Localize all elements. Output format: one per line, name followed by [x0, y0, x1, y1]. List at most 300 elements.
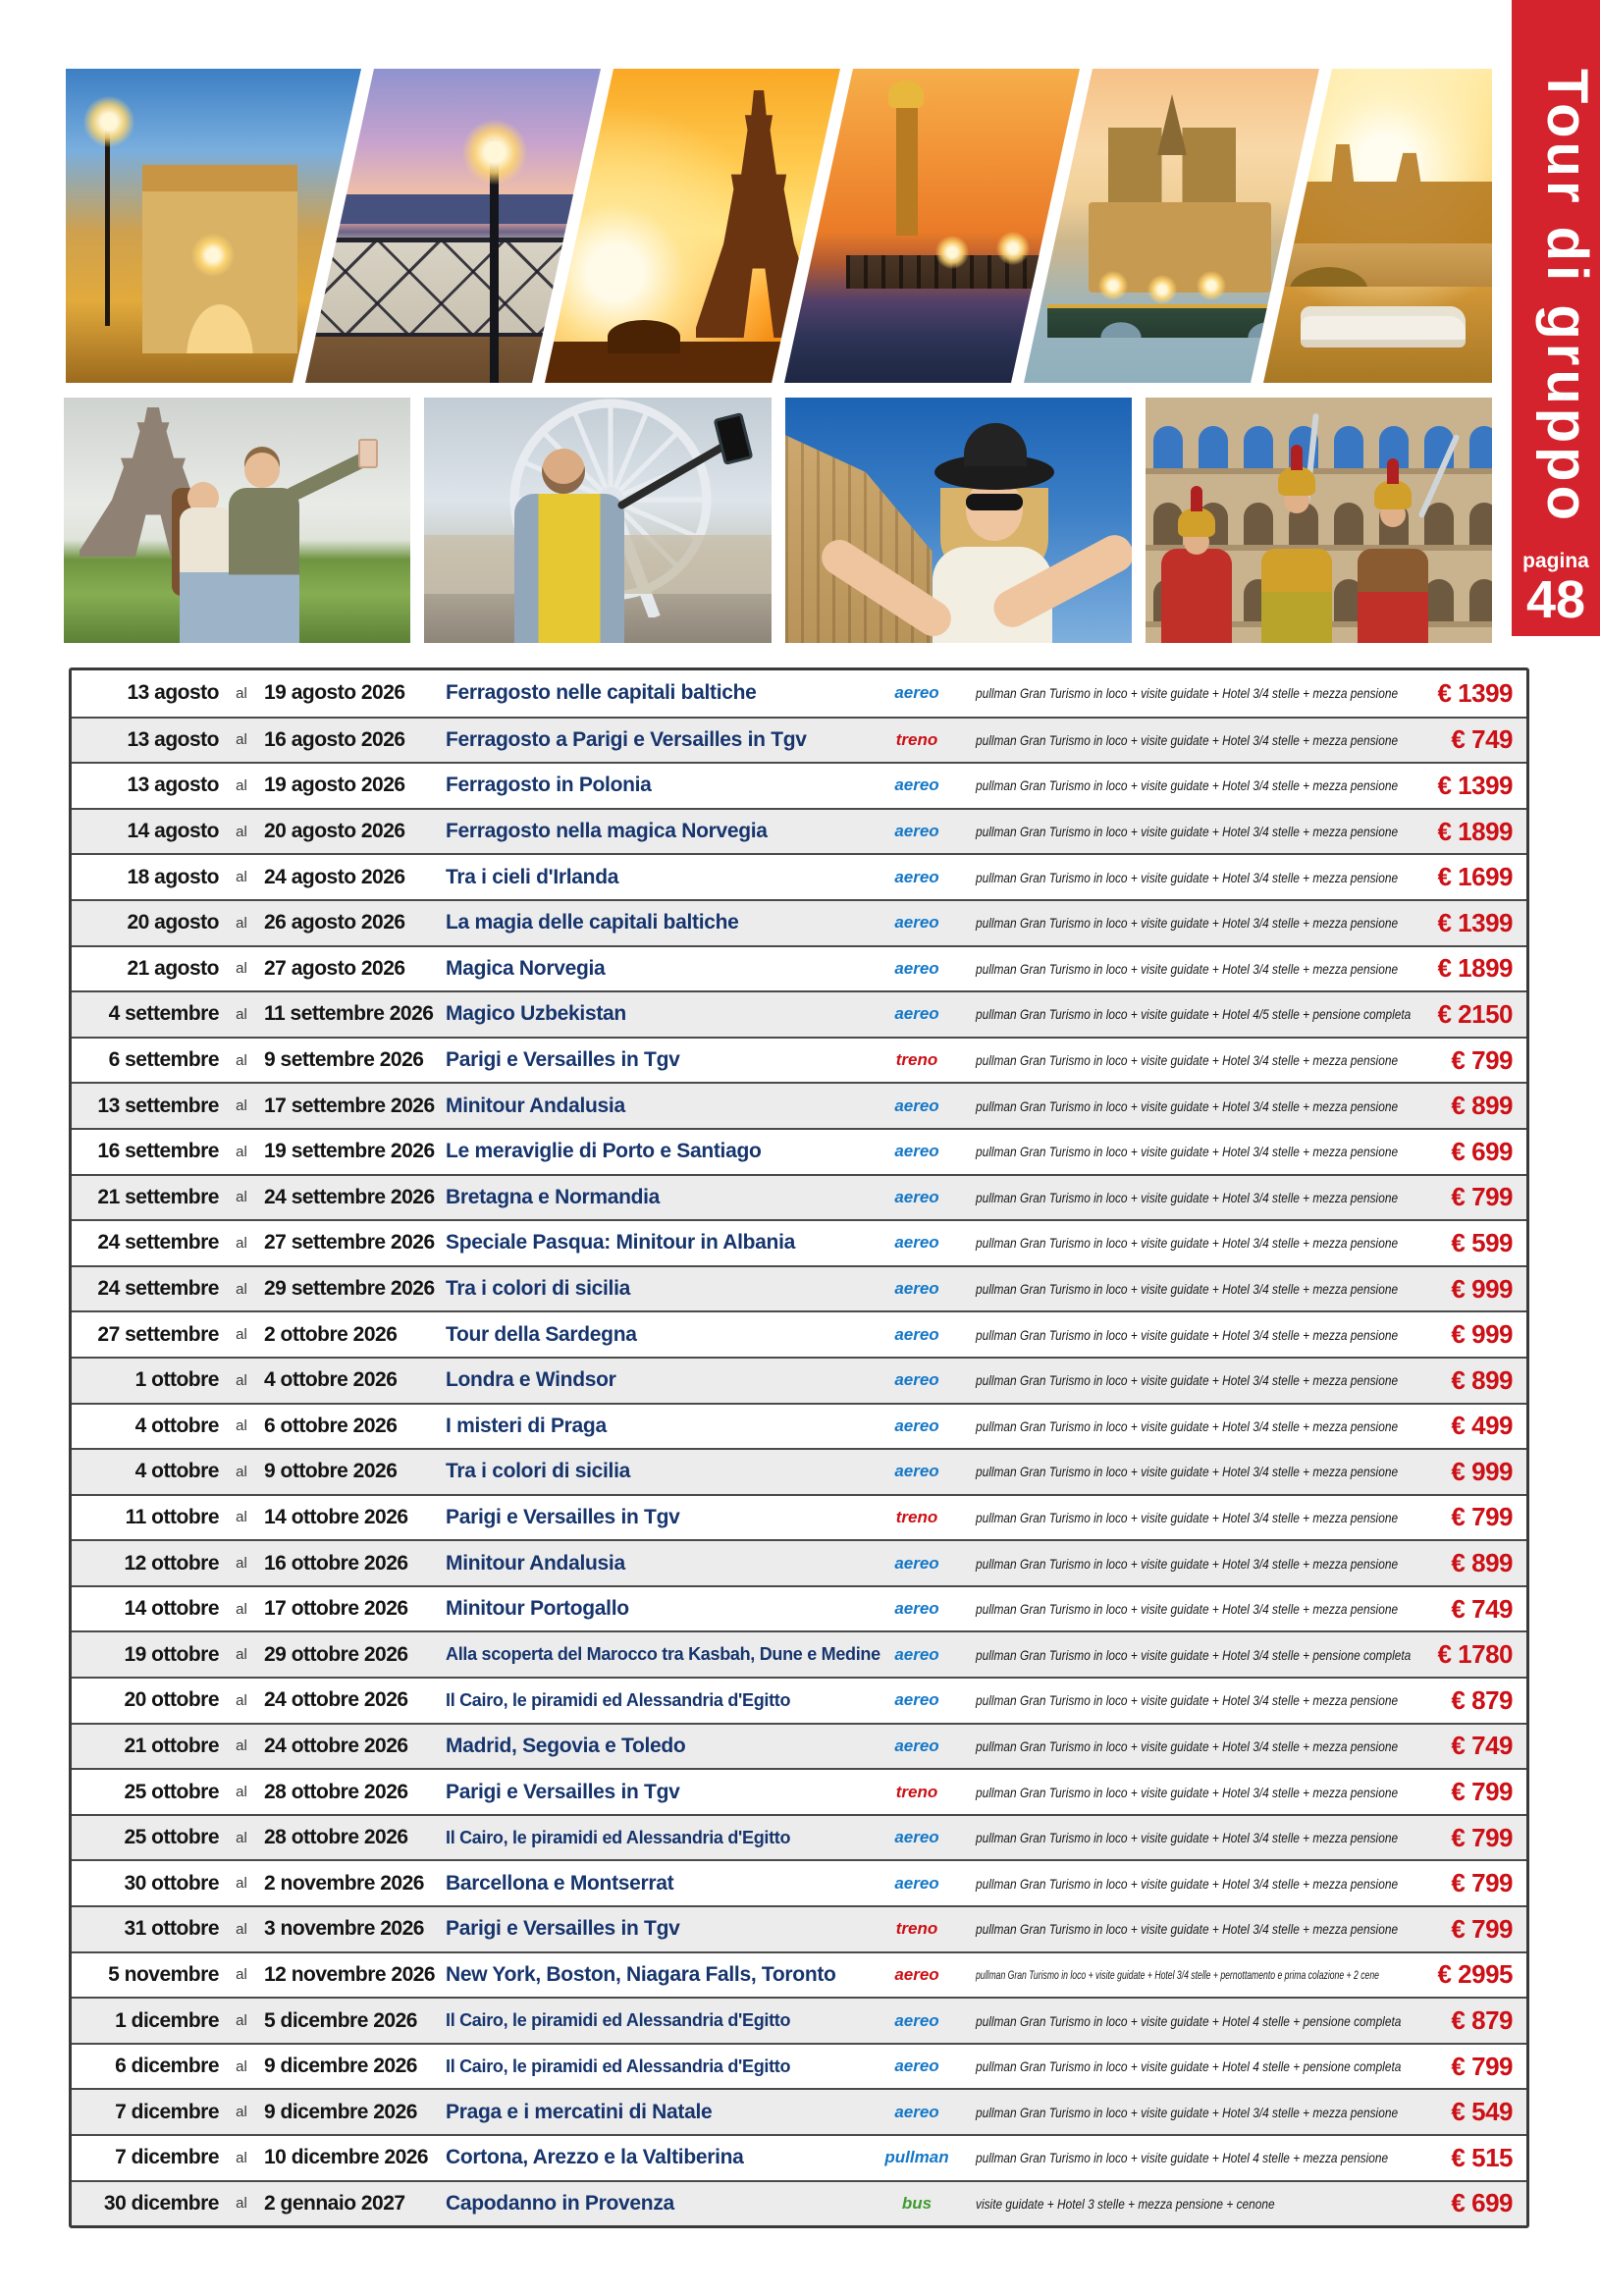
- services-text: pullman Gran Turismo in loco + visite guidate + Hotel 3/4 stelle + mezza pensione: [976, 1052, 1399, 1069]
- transport-label: aereo: [894, 775, 939, 795]
- table-row: [72, 1448, 1526, 1494]
- al-label: al: [236, 1555, 247, 1573]
- services-text: pullman Gran Turismo in loco + visite guidate + Hotel 3/4 stelle + mezza pensione: [976, 1830, 1399, 1846]
- table-row: [72, 808, 1526, 854]
- transport-label: aereo: [894, 913, 939, 933]
- date-from: 1 dicembre: [115, 2008, 219, 2032]
- photo-couple-selfie-eiffel: [64, 398, 410, 643]
- lamp-glow: [1197, 271, 1226, 300]
- services-text: pullman Gran Turismo in loco + visite guidate + Hotel 3/4 stelle + mezza pensione: [976, 777, 1399, 794]
- transport-label: aereo: [894, 1964, 939, 1984]
- date-to: 16 agosto 2026: [264, 727, 405, 751]
- date-from: 21 settembre: [97, 1185, 219, 1208]
- date-to: 20 agosto 2026: [264, 820, 405, 843]
- castle-silhouette: [1269, 135, 1492, 245]
- date-from: 4 ottobre: [134, 1414, 219, 1437]
- golden-column: [896, 106, 918, 236]
- transport-label: treno: [895, 1050, 938, 1070]
- price: € 879: [1451, 1684, 1513, 1715]
- date-from: 24 settembre: [97, 1231, 219, 1255]
- services-text: pullman Gran Turismo in loco + visite guidate + Hotel 3/4 stelle + mezza pensione: [976, 1281, 1399, 1298]
- tour-title: Ferragosto nella magica Norvegia: [446, 820, 768, 843]
- stone-bridge: [1265, 243, 1492, 287]
- table-row: [72, 1128, 1526, 1174]
- table-row: [72, 899, 1526, 945]
- tour-title: Minitour Portogallo: [446, 1597, 629, 1621]
- date-to: 19 settembre 2026: [264, 1140, 435, 1163]
- table-row: [72, 945, 1526, 991]
- table-row: [72, 717, 1526, 763]
- tour-title: Ferragosto in Polonia: [446, 774, 652, 797]
- tour-title: La magia delle capitali baltiche: [446, 911, 739, 934]
- transport-label: aereo: [894, 1095, 939, 1115]
- transport-label: aereo: [894, 1370, 939, 1390]
- date-to: 24 ottobre 2026: [264, 1734, 408, 1757]
- date-from: 19 ottobre: [124, 1642, 219, 1666]
- tour-title: Bretagna e Normandia: [446, 1185, 661, 1208]
- services-text: pullman Gran Turismo in loco + visite guidate + Hotel 3/4 stelle + mezza pensione: [976, 685, 1399, 702]
- price: € 799: [1451, 1913, 1513, 1944]
- date-to: 2 ottobre 2026: [264, 1322, 398, 1346]
- table-row: [72, 1310, 1526, 1357]
- services-text: visite guidate + Hotel 3 stelle + mezza pensione + cenone: [976, 2195, 1275, 2212]
- table-row: [72, 1357, 1526, 1403]
- dome-silhouette: [608, 320, 680, 353]
- al-label: al: [236, 1646, 247, 1664]
- services-text: pullman Gran Turismo in loco + visite guidate + Hotel 3/4 stelle + mezza pensione: [976, 1692, 1399, 1709]
- table-row: [72, 1951, 1526, 1998]
- services-text: pullman Gran Turismo in loco + visite guidate + Hotel 3/4 stelle + mezza pensione: [976, 1372, 1399, 1389]
- table-row: [72, 990, 1526, 1037]
- table-row: [72, 1539, 1526, 1585]
- date-from: 24 settembre: [97, 1277, 219, 1301]
- date-from: 4 ottobre: [134, 1460, 219, 1483]
- side-banner: [1512, 0, 1600, 636]
- al-label: al: [236, 1371, 247, 1389]
- services-text: pullman Gran Turismo in loco + visite guidate + Hotel 3/4 stelle + mezza pensione: [976, 731, 1399, 748]
- gladiator-tunic: [1161, 549, 1232, 643]
- tour-title: Il Cairo, le piramidi ed Alessandria d'Egitto: [446, 1827, 791, 1847]
- date-to: 29 ottobre 2026: [264, 1642, 408, 1666]
- transport-label: aereo: [894, 1142, 939, 1161]
- al-label: al: [236, 1097, 247, 1115]
- tour-title: Speciale Pasqua: Minitour in Albania: [446, 1231, 795, 1255]
- date-from: 5 novembre: [108, 1962, 219, 1986]
- services-text: pullman Gran Turismo in loco + visite guidate + Hotel 3/4 stelle + mezza pensione: [976, 1144, 1399, 1160]
- lamp-glow: [83, 96, 134, 147]
- lamp-glow: [1098, 271, 1128, 300]
- services-text: pullman Gran Turismo in loco + visite guidate + Hotel 3/4 stelle + mezza pensione: [976, 1235, 1399, 1252]
- transport-label: treno: [895, 1919, 938, 1939]
- transport-label: aereo: [894, 2102, 939, 2121]
- tour-title: Magico Uzbekistan: [446, 1002, 626, 1026]
- transport-label: aereo: [894, 1735, 939, 1755]
- table-row: [72, 1723, 1526, 1769]
- transport-label: aereo: [894, 1644, 939, 1664]
- tour-title: New York, Boston, Niagara Falls, Toronto: [446, 1962, 836, 1986]
- services-text: pullman Gran Turismo in loco + visite guidate + Hotel 3/4 stelle + mezza pensione: [976, 1601, 1399, 1618]
- date-to: 14 ottobre 2026: [264, 1505, 408, 1528]
- tour-title: Madrid, Segovia e Toledo: [446, 1734, 686, 1757]
- gladiator-helmet: [1278, 466, 1315, 496]
- al-label: al: [236, 2104, 247, 2121]
- tour-title: Parigi e Versailles in Tgv: [446, 1505, 680, 1528]
- price: € 799: [1451, 1502, 1513, 1532]
- transport-label: treno: [895, 1782, 938, 1801]
- table-row: [72, 1997, 1526, 2043]
- al-label: al: [236, 2195, 247, 2213]
- al-label: al: [236, 1234, 247, 1252]
- date-to: 28 ottobre 2026: [264, 1826, 408, 1849]
- page-number: 48: [1525, 570, 1586, 629]
- date-to: 29 settembre 2026: [264, 1277, 435, 1301]
- services-text: pullman Gran Turismo in loco + visite guidate + Hotel 3/4 stelle + pernottamento e prima colazione + 2 cene: [976, 1967, 1379, 1982]
- date-to: 9 dicembre 2026: [264, 2055, 417, 2078]
- date-from: 6 settembre: [108, 1048, 219, 1072]
- date-to: 12 novembre 2026: [264, 1962, 436, 1986]
- al-label: al: [236, 914, 247, 932]
- table-row: [72, 2180, 1526, 2226]
- photo-gladiators-colosseum: [1146, 398, 1492, 643]
- price: € 749: [1451, 1593, 1513, 1624]
- date-to: 9 settembre 2026: [264, 1048, 424, 1072]
- date-to: 9 dicembre 2026: [264, 2100, 417, 2123]
- date-from: 12 ottobre: [124, 1551, 219, 1575]
- tour-title: Londra e Windsor: [446, 1368, 616, 1392]
- table-row: [72, 670, 1526, 717]
- table-row: [72, 1082, 1526, 1128]
- table-row: [72, 853, 1526, 899]
- price: € 999: [1451, 1456, 1513, 1486]
- services-text: pullman Gran Turismo in loco + visite guidate + Hotel 3/4 stelle + mezza pensione: [976, 1784, 1399, 1800]
- price: € 699: [1451, 2188, 1513, 2218]
- tour-table: [69, 667, 1529, 2228]
- pagina-label: pagina: [1522, 550, 1589, 572]
- date-to: 27 agosto 2026: [264, 956, 405, 980]
- price: € 999: [1451, 1273, 1513, 1304]
- woman-body: [180, 507, 233, 643]
- al-label: al: [236, 1051, 247, 1069]
- date-to: 17 settembre 2026: [264, 1094, 435, 1117]
- date-from: 25 ottobre: [124, 1780, 219, 1803]
- gladiator-helmet: [1178, 507, 1215, 537]
- transport-label: treno: [895, 1507, 938, 1526]
- date-to: 10 dicembre 2026: [264, 2146, 429, 2169]
- date-from: 16 settembre: [97, 1140, 219, 1163]
- price: € 879: [1451, 2005, 1513, 2036]
- tour-title: Praga e i mercatini di Natale: [446, 2100, 713, 2123]
- lamp-glow: [1147, 275, 1177, 304]
- date-from: 7 dicembre: [115, 2146, 219, 2169]
- street-lamp: [105, 120, 110, 326]
- helmet-crest: [1191, 486, 1202, 511]
- services-text: pullman Gran Turismo in loco + visite guidate + Hotel 3/4 stelle + mezza pensione: [976, 1737, 1399, 1754]
- transport-label: aereo: [894, 867, 939, 886]
- transport-label: aereo: [894, 1233, 939, 1253]
- date-from: 11 ottobre: [125, 1505, 219, 1528]
- smartphone: [358, 439, 378, 468]
- helmet-crest: [1291, 445, 1303, 470]
- transport-label: pullman: [884, 2148, 949, 2167]
- services-text: pullman Gran Turismo in loco + visite guidate + Hotel 4 stelle + mezza pensione: [976, 2150, 1389, 2166]
- price: € 749: [1451, 724, 1513, 755]
- tour-boat: [1301, 306, 1466, 347]
- cathedral-spire: [1157, 94, 1187, 155]
- price: € 799: [1451, 1182, 1513, 1212]
- lamp-glow: [462, 120, 527, 185]
- price: € 599: [1451, 1227, 1513, 1257]
- date-to: 2 gennaio 2027: [264, 2191, 405, 2215]
- price: € 499: [1451, 1411, 1513, 1441]
- price: € 799: [1451, 1777, 1513, 1807]
- tour-title: Il Cairo, le piramidi ed Alessandria d'Egitto: [446, 2056, 791, 2076]
- price: € 749: [1451, 1731, 1513, 1761]
- price: € 549: [1451, 2097, 1513, 2127]
- date-to: 24 ottobre 2026: [264, 1688, 408, 1712]
- services-text: pullman Gran Turismo in loco + visite guidate + Hotel 3/4 stelle + mezza pensione: [976, 1921, 1399, 1938]
- lamp-glow: [996, 232, 1030, 265]
- gladiator: [1161, 515, 1232, 643]
- tour-title: Parigi e Versailles in Tgv: [446, 1780, 680, 1803]
- date-to: 5 dicembre 2026: [264, 2008, 417, 2032]
- tour-title: Parigi e Versailles in Tgv: [446, 1917, 680, 1941]
- transport-label: aereo: [894, 1553, 939, 1573]
- services-text: pullman Gran Turismo in loco + visite guidate + Hotel 3/4 stelle + mezza pensione: [976, 1875, 1399, 1892]
- services-text: pullman Gran Turismo in loco + visite guidate + Hotel 3/4 stelle + mezza pensione: [976, 869, 1399, 885]
- date-to: 3 novembre 2026: [264, 1917, 424, 1941]
- tour-title: Minitour Andalusia: [446, 1094, 625, 1117]
- date-from: 6 dicembre: [115, 2055, 219, 2078]
- price: € 1899: [1437, 816, 1513, 846]
- tour-title: Minitour Andalusia: [446, 1551, 625, 1575]
- lamp-glow: [935, 236, 969, 269]
- transport-label: aereo: [894, 1462, 939, 1481]
- services-text: pullman Gran Turismo in loco + visite guidate + Hotel 3/4 stelle + mezza pensione: [976, 1555, 1399, 1572]
- date-from: 18 agosto: [127, 865, 219, 888]
- price: € 799: [1451, 1868, 1513, 1898]
- date-from: 30 dicembre: [103, 2191, 219, 2215]
- transport-label: aereo: [894, 958, 939, 978]
- price: € 899: [1451, 1548, 1513, 1578]
- price: € 515: [1451, 2142, 1513, 2172]
- date-to: 17 ottobre 2026: [264, 1597, 408, 1621]
- al-label: al: [236, 1600, 247, 1618]
- price: € 699: [1451, 1136, 1513, 1166]
- al-label: al: [236, 1417, 247, 1435]
- table-row: [72, 1265, 1526, 1311]
- table-row: [72, 1174, 1526, 1220]
- transport-label: aereo: [894, 1187, 939, 1206]
- al-label: al: [236, 1189, 247, 1206]
- table-row: [72, 762, 1526, 808]
- tour-title: Barcellona e Montserrat: [446, 1871, 674, 1895]
- transport-label: aereo: [894, 1004, 939, 1024]
- photo-woman-selfie: [785, 398, 1132, 643]
- date-from: 13 agosto: [127, 774, 219, 797]
- al-label: al: [236, 1280, 247, 1298]
- al-label: al: [236, 1875, 247, 1893]
- price: € 1699: [1437, 862, 1513, 892]
- transport-label: aereo: [894, 822, 939, 841]
- al-label: al: [236, 2149, 247, 2166]
- date-from: 13 agosto: [127, 727, 219, 751]
- al-label: al: [236, 684, 247, 702]
- transport-label: aereo: [894, 1415, 939, 1435]
- tour-title: Cortona, Arezzo e la Valtiberina: [446, 2146, 744, 2169]
- table-row: [72, 1037, 1526, 1083]
- date-from: 13 agosto: [127, 681, 219, 705]
- tour-title: Ferragosto a Parigi e Versailles in Tgv: [446, 727, 807, 751]
- services-text: pullman Gran Turismo in loco + visite guidate + Hotel 3/4 stelle + mezza pensione: [976, 2104, 1399, 2120]
- date-to: 9 ottobre 2026: [264, 1460, 398, 1483]
- date-from: 21 agosto: [127, 956, 219, 980]
- date-from: 25 ottobre: [124, 1826, 219, 1849]
- al-label: al: [236, 1920, 247, 1938]
- golden-statue: [888, 80, 924, 108]
- al-label: al: [236, 1966, 247, 1984]
- price: € 2995: [1437, 1959, 1513, 1990]
- services-text: pullman Gran Turismo in loco + visite guidate + Hotel 4 stelle + pensione completa: [976, 2058, 1402, 2075]
- tour-title: Magica Norvegia: [446, 956, 606, 980]
- transport-label: treno: [895, 729, 938, 749]
- helmet-crest: [1387, 458, 1399, 484]
- date-to: 19 agosto 2026: [264, 774, 405, 797]
- date-to: 19 agosto 2026: [264, 681, 405, 705]
- date-to: 2 novembre 2026: [264, 1871, 424, 1895]
- al-label: al: [236, 1463, 247, 1480]
- hat-crown: [964, 423, 1027, 466]
- price: € 799: [1451, 2051, 1513, 2081]
- price: € 1399: [1437, 677, 1513, 708]
- transport-label: aereo: [894, 1279, 939, 1299]
- services-text: pullman Gran Turismo in loco + visite guidate + Hotel 3/4 stelle + mezza pensione: [976, 1464, 1399, 1480]
- table-row: [72, 2134, 1526, 2180]
- sunglasses: [966, 494, 1023, 510]
- al-label: al: [236, 731, 247, 749]
- table-row: [72, 1494, 1526, 1540]
- services-text: pullman Gran Turismo in loco + visite guidate + Hotel 3/4 stelle + mezza pensione: [976, 960, 1399, 977]
- services-text: pullman Gran Turismo in loco + visite guidate + Hotel 3/4 stelle + mezza pensione: [976, 1326, 1399, 1343]
- date-to: 6 ottobre 2026: [264, 1414, 398, 1437]
- price: € 1899: [1437, 953, 1513, 984]
- page-indicator: [1512, 550, 1600, 629]
- date-from: 27 settembre: [97, 1322, 219, 1346]
- date-from: 7 dicembre: [115, 2100, 219, 2123]
- services-text: pullman Gran Turismo in loco + visite guidate + Hotel 4 stelle + pensione completa: [976, 2012, 1402, 2029]
- table-row: [72, 1585, 1526, 1631]
- date-to: 24 agosto 2026: [264, 865, 405, 888]
- transport-label: aereo: [894, 1324, 939, 1344]
- gladiator-armor: [1261, 549, 1332, 592]
- al-label: al: [236, 1737, 247, 1755]
- tour-title: Tra i colori di sicilia: [446, 1277, 631, 1301]
- price: € 799: [1451, 1044, 1513, 1075]
- man-head: [542, 449, 585, 494]
- date-from: 4 settembre: [108, 1002, 219, 1026]
- al-label: al: [236, 2057, 247, 2075]
- services-text: pullman Gran Turismo in loco + visite guidate + Hotel 3/4 stelle + mezza pensione: [976, 824, 1399, 840]
- date-to: 27 settembre 2026: [264, 1231, 435, 1255]
- price: € 999: [1451, 1319, 1513, 1350]
- lamp-glow: [191, 234, 235, 277]
- transport-label: bus: [901, 2193, 933, 2213]
- price: € 899: [1451, 1364, 1513, 1395]
- date-from: 30 ottobre: [124, 1871, 219, 1895]
- transport-label: aereo: [894, 1599, 939, 1619]
- date-to: 24 settembre 2026: [264, 1185, 435, 1208]
- tour-title: I misteri di Praga: [446, 1414, 607, 1437]
- al-label: al: [236, 823, 247, 840]
- date-to: 4 ottobre 2026: [264, 1368, 398, 1392]
- photo-row: [64, 398, 1492, 643]
- date-from: 20 agosto: [127, 911, 219, 934]
- date-to: 11 settembre 2026: [264, 1002, 434, 1026]
- services-text: pullman Gran Turismo in loco + visite guidate + Hotel 3/4 stelle + mezza pensione: [976, 915, 1399, 932]
- transport-label: aereo: [894, 1690, 939, 1710]
- table-row: [72, 2043, 1526, 2089]
- table-row: [72, 1630, 1526, 1677]
- date-from: 14 ottobre: [124, 1597, 219, 1621]
- date-to: 26 agosto 2026: [264, 911, 405, 934]
- al-label: al: [236, 1509, 247, 1526]
- al-label: al: [236, 1784, 247, 1801]
- price: € 1780: [1437, 1639, 1513, 1670]
- al-label: al: [236, 776, 247, 794]
- tour-title: Il Cairo, le piramidi ed Alessandria d'Egitto: [446, 2010, 791, 2031]
- table-row: [72, 1219, 1526, 1265]
- services-text: pullman Gran Turismo in loco + visite guidate + Hotel 3/4 stelle + mezza pensione: [976, 1189, 1399, 1205]
- photo-man-ferris-wheel: [424, 398, 771, 643]
- price: € 899: [1451, 1091, 1513, 1121]
- al-label: al: [236, 1326, 247, 1344]
- tour-title: Tra i cieli d'Irlanda: [446, 865, 619, 888]
- al-label: al: [236, 960, 247, 978]
- tour-title: Tour della Sardegna: [446, 1322, 637, 1346]
- al-label: al: [236, 1691, 247, 1709]
- man-body: [514, 494, 624, 643]
- gladiator-helmet: [1374, 480, 1412, 509]
- table-row: [72, 1859, 1526, 1905]
- al-label: al: [236, 1829, 247, 1846]
- table-row: [72, 1905, 1526, 1951]
- tour-title: Ferragosto nelle capitali baltiche: [446, 681, 757, 705]
- transport-label: aereo: [894, 1873, 939, 1893]
- table-row: [72, 1677, 1526, 1723]
- price: € 2150: [1437, 998, 1513, 1029]
- table-row: [72, 2088, 1526, 2134]
- services-text: pullman Gran Turismo in loco + visite guidate + Hotel 3/4 stelle + mezza pensione: [976, 1417, 1399, 1434]
- tour-title: Parigi e Versailles in Tgv: [446, 1048, 680, 1072]
- al-label: al: [236, 2012, 247, 2030]
- gladiator: [1358, 488, 1428, 643]
- tour-title: Il Cairo, le piramidi ed Alessandria d'Egitto: [446, 1689, 791, 1710]
- al-label: al: [236, 1005, 247, 1023]
- services-text: pullman Gran Turismo in loco + visite guidate + Hotel 3/4 stelle + mezza pensione: [976, 1509, 1399, 1525]
- services-text: pullman Gran Turismo in loco + visite guidate + Hotel 3/4 stelle + pensione completa: [976, 1646, 1412, 1663]
- hero-collage: [66, 69, 1492, 383]
- date-from: 20 ottobre: [124, 1688, 219, 1712]
- transport-label: aereo: [894, 683, 939, 703]
- date-from: 1 ottobre: [134, 1368, 219, 1392]
- table-row: [72, 1768, 1526, 1814]
- price: € 1399: [1437, 907, 1513, 937]
- price: € 1399: [1437, 770, 1513, 800]
- man-head: [244, 453, 280, 488]
- gladiator-armor: [1358, 549, 1428, 592]
- tour-title: Capodanno in Provenza: [446, 2191, 674, 2215]
- tour-title: Le meraviglie di Porto e Santiago: [446, 1140, 762, 1163]
- banner-title: Tour di gruppo: [1535, 68, 1599, 525]
